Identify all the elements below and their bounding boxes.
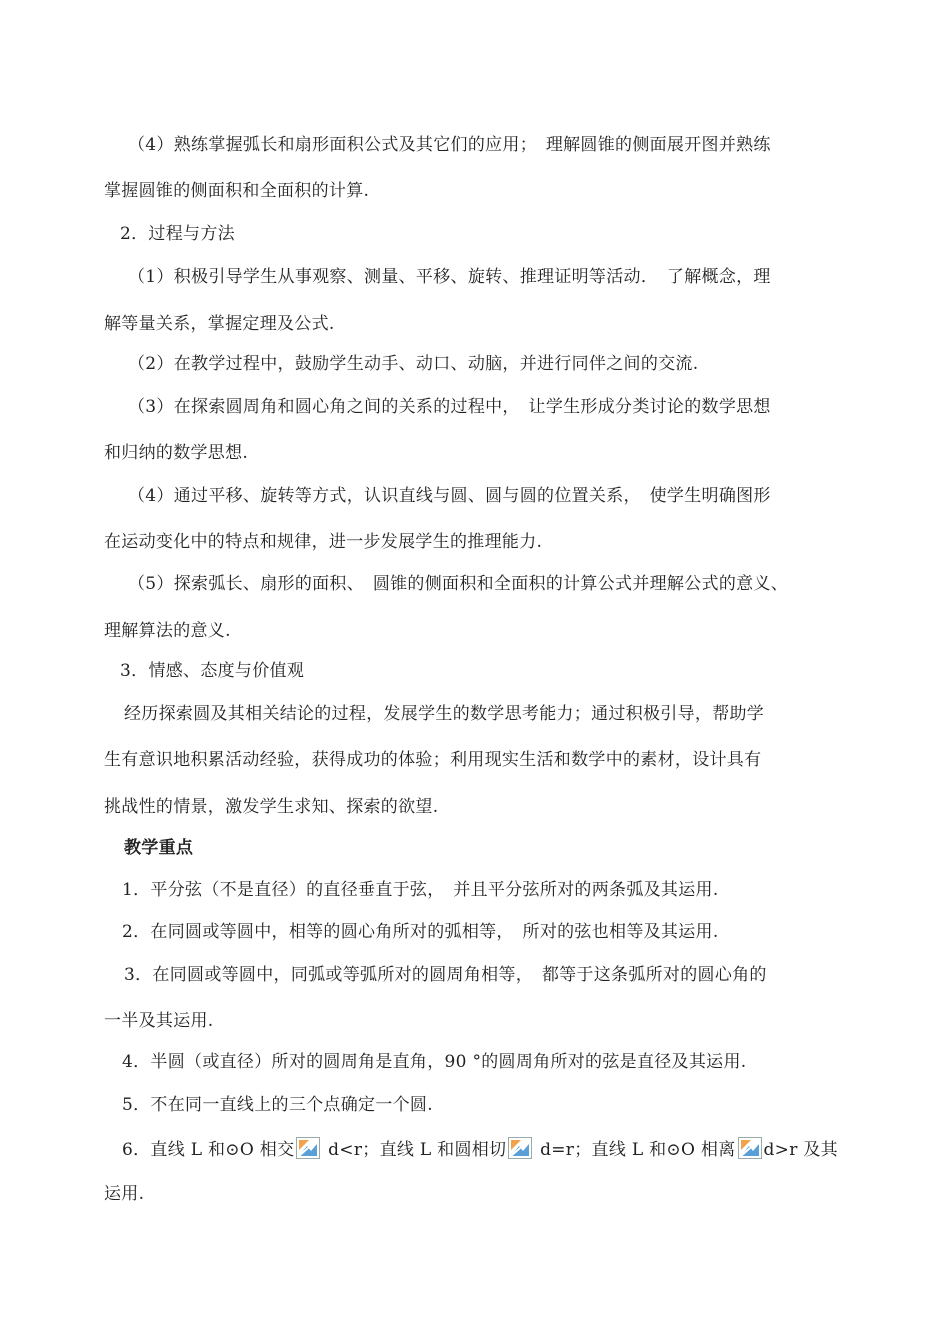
key-point-6-part-tangent: d<r；直线 L 和圆相切 bbox=[322, 1140, 507, 1160]
broken-image-icon bbox=[296, 1137, 320, 1159]
process-1-line-2: 解等量关系，掌握定理及公式. bbox=[104, 314, 335, 334]
key-point-3-line-1: 3．在同圆或等圆中，同弧或等弧所对的圆周角相等， 都等于这条弧所对的圆心角的 bbox=[124, 965, 767, 985]
key-point-6-line-2: 运用. bbox=[104, 1184, 145, 1204]
objective-4-line-2: 掌握圆锥的侧面积和全面积的计算. bbox=[104, 181, 370, 201]
process-2-line: （2）在教学过程中，鼓励学生动手、动口、动脑，并进行同伴之间的交流. bbox=[128, 354, 699, 374]
key-point-6-part-end: d>r 及其 bbox=[763, 1140, 838, 1160]
key-point-6-line-1 bbox=[122, 1137, 838, 1161]
objective-4-line-1: （4）熟练掌握弧长和扇形面积公式及其它们的应用； 理解圆锥的侧面展开图并熟练 bbox=[128, 135, 771, 155]
broken-image-icon bbox=[738, 1137, 762, 1159]
emotion-paragraph-line-3: 挑战性的情景，激发学生求知、探索的欲望. bbox=[104, 797, 439, 817]
key-point-2: 2．在同圆或等圆中，相等的圆心角所对的弧相等， 所对的弦也相等及其运用. bbox=[122, 922, 719, 942]
section-heading-key-points: 教学重点 bbox=[124, 838, 194, 858]
process-5-line-1: （5）探索弧长、扇形的面积、 圆锥的侧面积和全面积的计算公式并理解公式的意义、 bbox=[128, 574, 789, 594]
key-point-5: 5．不在同一直线上的三个点确定一个圆. bbox=[122, 1095, 433, 1115]
key-point-3-line-2: 一半及其运用. bbox=[104, 1011, 214, 1031]
section-heading-process-method: 2．过程与方法 bbox=[120, 224, 235, 244]
emotion-paragraph-line-2: 生有意识地积累活动经验，获得成功的体验；利用现实生活和数学中的素材，设计具有 bbox=[104, 750, 762, 770]
emotion-paragraph-line-1: 经历探索圆及其相关结论的过程，发展学生的数学思考能力；通过积极引导，帮助学 bbox=[124, 704, 765, 724]
key-point-6-part-separate: d=r；直线 L 和⊙O 相离 bbox=[534, 1140, 736, 1160]
key-point-4: 4．半圆（或直径）所对的圆周角是直角，90 °的圆周角所对的弦是直径及其运用. bbox=[122, 1052, 747, 1072]
section-heading-emotion: 3．情感、态度与价值观 bbox=[120, 661, 305, 681]
process-5-line-2: 理解算法的意义. bbox=[104, 621, 231, 641]
process-1-line-1: （1）积极引导学生从事观察、测量、平移、旋转、推理证明等活动． 了解概念，理 bbox=[128, 267, 771, 287]
broken-image-icon bbox=[508, 1137, 532, 1159]
key-point-6-part-intersect: 6．直线 L 和⊙O 相交 bbox=[122, 1140, 295, 1160]
process-4-line-1: （4）通过平移、旋转等方式，认识直线与圆、圆与圆的位置关系， 使学生明确图形 bbox=[128, 486, 771, 506]
key-point-1: 1．平分弦（不是直径）的直径垂直于弦， 并且平分弦所对的两条弧及其运用. bbox=[122, 880, 719, 900]
process-3-line-1: （3）在探索圆周角和圆心角之间的关系的过程中， 让学生形成分类讨论的数学思想 bbox=[128, 397, 771, 417]
process-3-line-2: 和归纳的数学思想. bbox=[104, 443, 249, 463]
process-4-line-2: 在运动变化中的特点和规律，进一步发展学生的推理能力. bbox=[104, 532, 543, 552]
